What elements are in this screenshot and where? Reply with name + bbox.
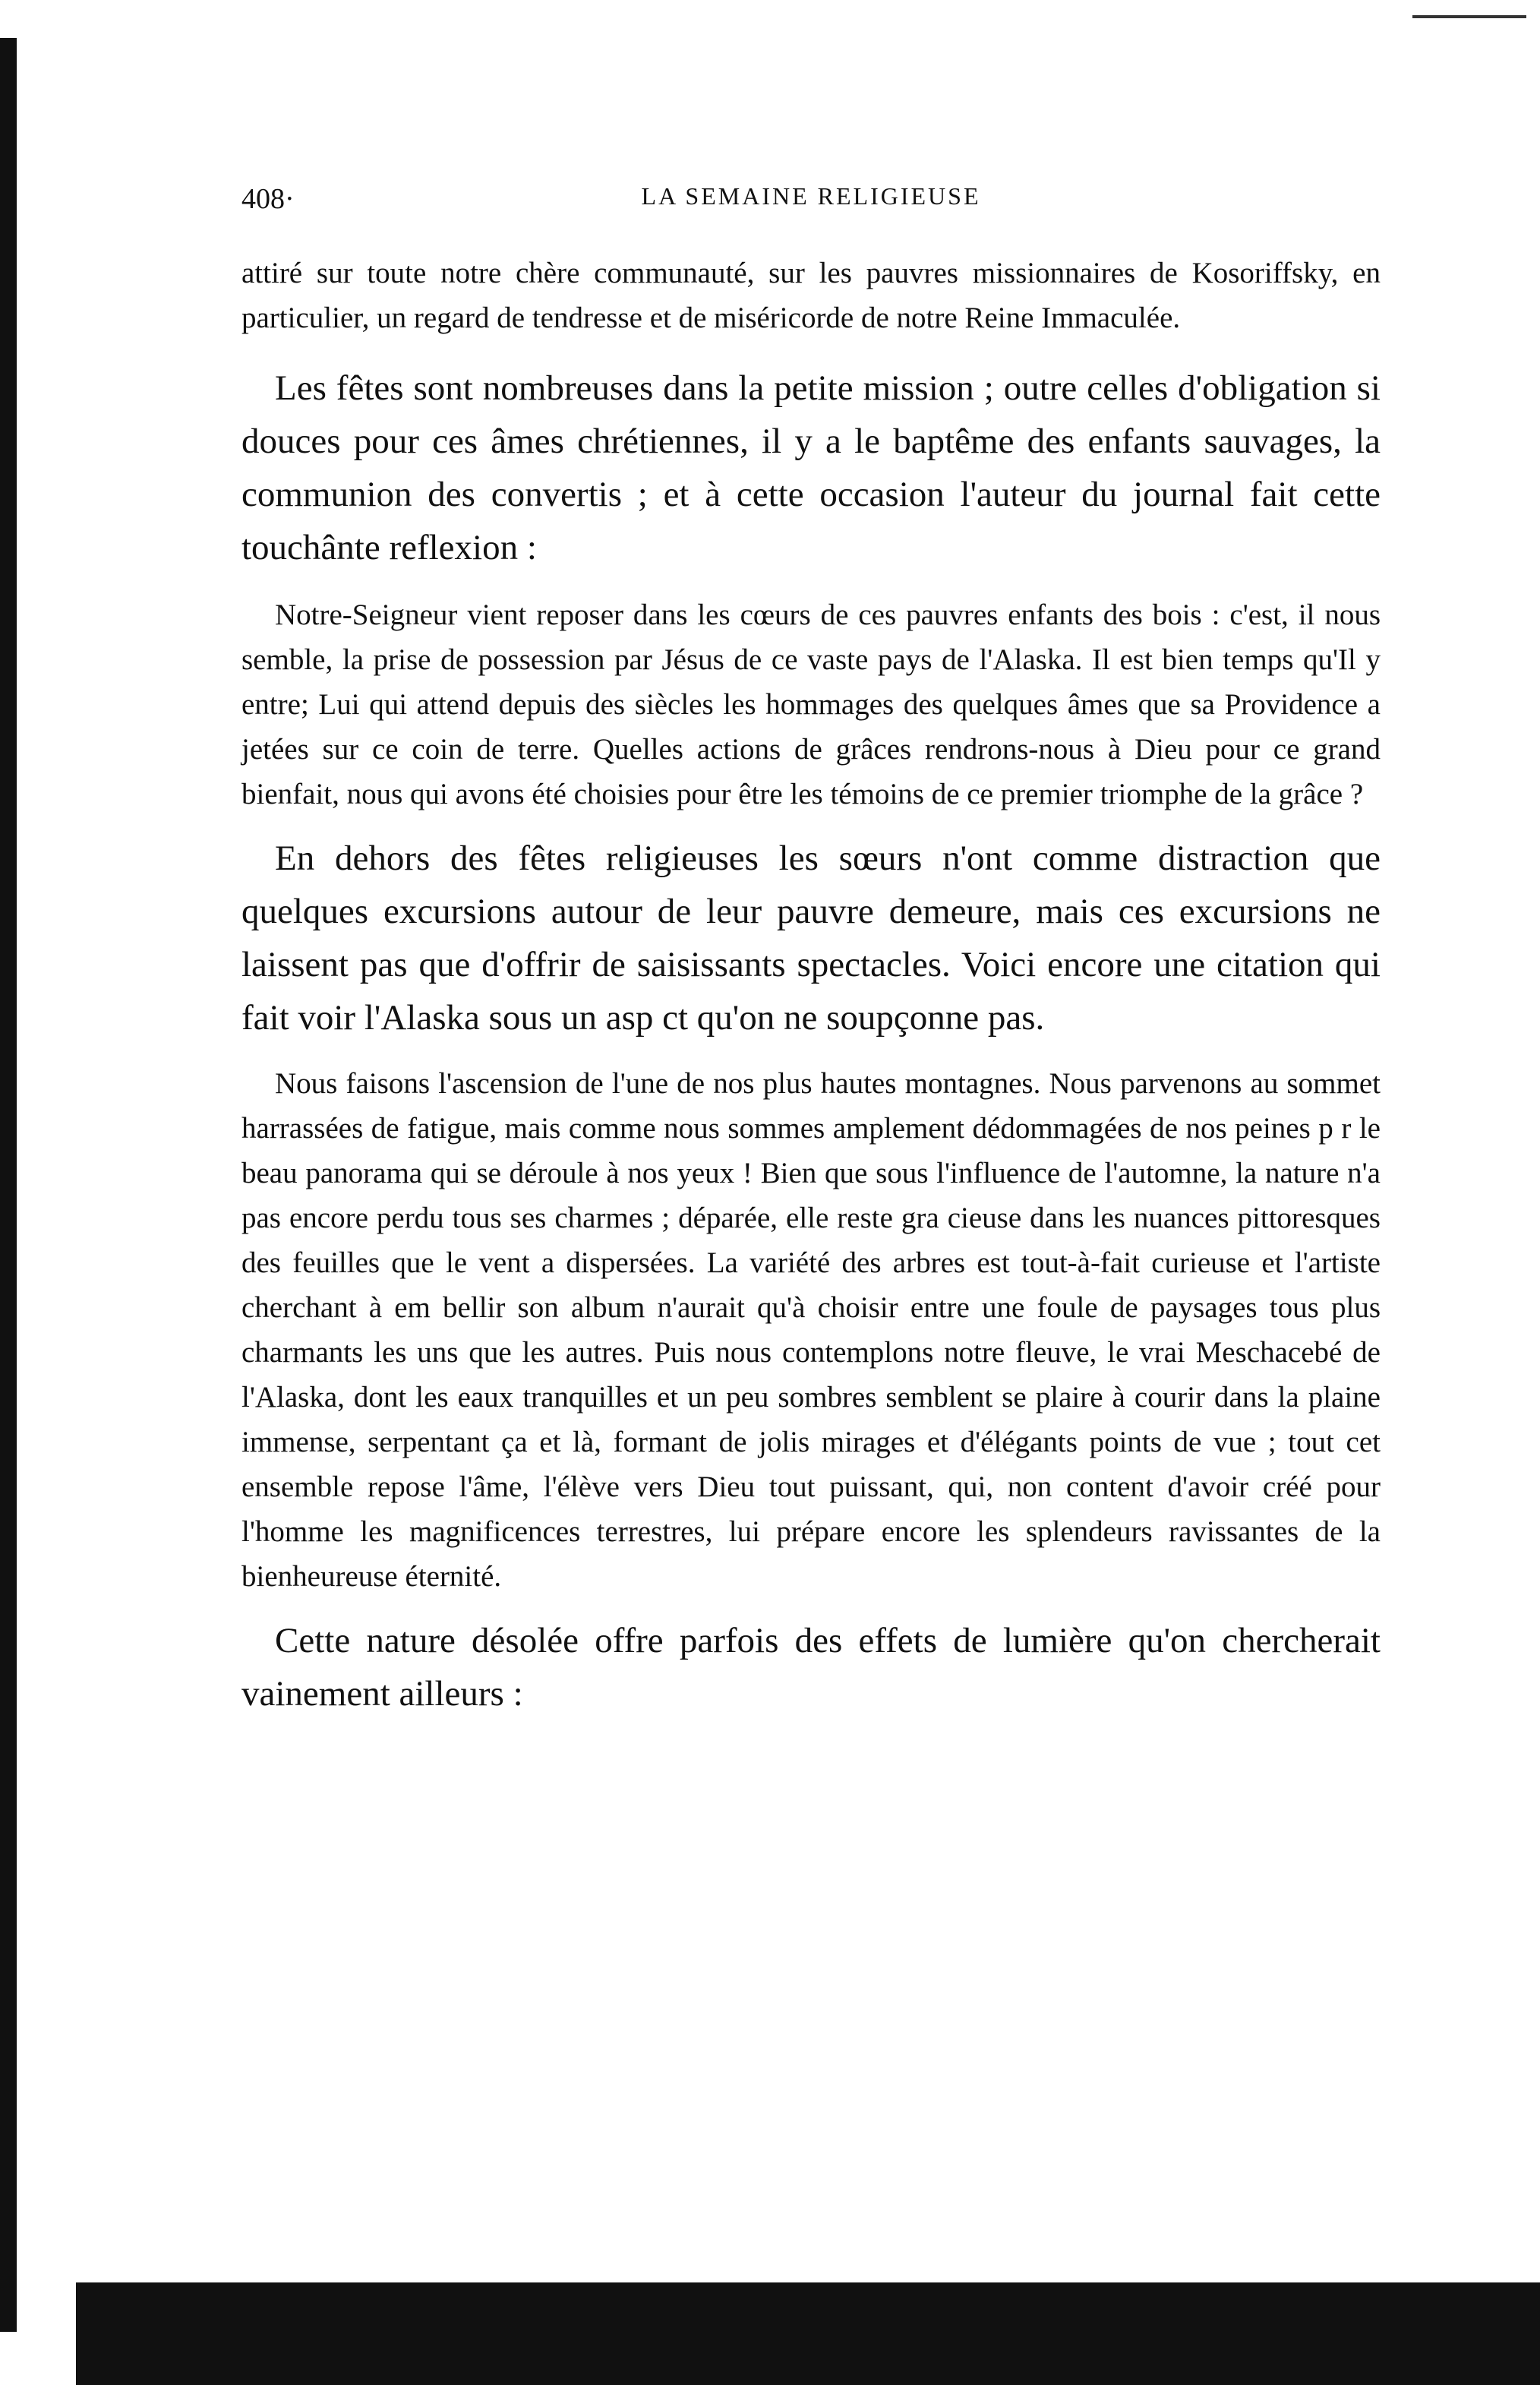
running-title: LA SEMAINE RELIGIEUSE xyxy=(641,182,981,210)
body-paragraph-light-effects: Cette nature désolée offre parfois des effets de lumière qu'on chercherait vainement ailleurs : xyxy=(241,1621,1381,1714)
body-paragraph-excursions: En dehors des fêtes religieuses les sœurs n'ont comme distraction que quelques excursions autour de leur pauvre demeure, mais ces excursions ne laissent pas que d'offrir de saisissants spectacles. Voici encore une citation qui fait voir l'Alaska sous un asp ct qu'on ne soupçonne pas. xyxy=(241,839,1381,1038)
page-number: 408· xyxy=(241,183,295,215)
quote-paragraph-first-communion: Notre-Seigneur vient reposer dans les cœurs de ces pauvres enfants des bois : c'est, il nous semble, la prise de possession par Jésus de ce vaste pays de l'Alaska. Il est bien temps qu'Il y entre; Lui qui attend depuis des siècles les hommages des quelques âmes que sa Providence a jetées sur ce coin de terre. Quelles actions de grâces rendrons-nous à Dieu pour ce grand bienfait, nous qui avons été choisies pour être les témoins de ce premier triomphe de la grâce ? xyxy=(241,599,1381,810)
scan-margin-left xyxy=(0,38,17,2332)
page-content xyxy=(241,182,1381,1720)
quote-paragraph-continuation: attiré sur toute notre chère communauté, sur les pauvres missionnaires de Kosoriffsky, en particulier, un regard de tendresse et de miséricorde de notre Reine Immaculée. xyxy=(241,257,1381,334)
scan-mark-top xyxy=(1412,15,1526,18)
running-head xyxy=(241,182,1381,235)
body-paragraph-feasts: Les fêtes sont nombreuses dans la petite mission ; outre celles d'obligation si douces pour ces âmes chrétiennes, il y a le baptême des enfants sauvages, la communion des convertis ; et à cette occasion l'auteur du journal fait cette touchânte reflexion : xyxy=(241,368,1381,567)
quote-paragraph-mountain: Nous faisons l'ascension de l'une de nos plus hautes montagnes. Nous parvenons au sommet harrassées de fatigue, mais comme nous sommes amplement dédommagées de nos peines p r le beau panorama qui se déroule à nos yeux ! Bien que sous l'influence de l'automne, la nature n'a pas encore perdu tous ses charmes ; déparée, elle reste gra cieuse dans les nuances pittoresques des feuilles que le vent a dispersées. La variété des arbres est tout-à-fait curieuse et l'artiste cherchant à em bellir son album n'aurait qu'à choisir entre une foule de paysages tous plus charmants les uns que les autres. Puis nous contemplons notre fleuve, le vrai Meschacebé de l'Alaska, dont les eaux tranquilles et un peu sombres semblent se plaire à courir dans la plaine immense, serpentant ça et là, formant de jolis mirages et d'élégants points de vue ; tout cet ensemble repose l'âme, l'élève vers Dieu tout puissant, qui, non content d'avoir créé pour l'homme les magnificences terrestres, lui prépare encore les splendeurs ravissantes de la bienheureuse éternité. xyxy=(241,1067,1381,1593)
scan-margin-bottom xyxy=(76,2282,1540,2385)
